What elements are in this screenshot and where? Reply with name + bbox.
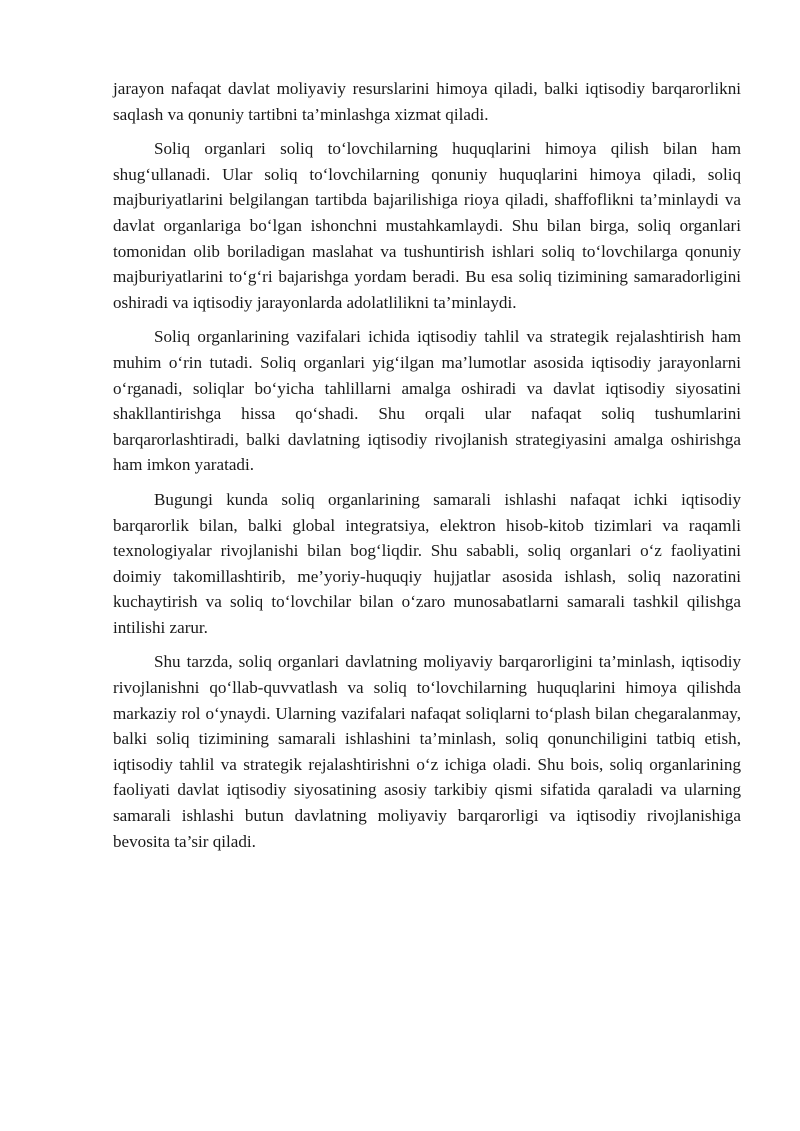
paragraph-economic-analysis: Soliq organlarining vazifalari ichida iqtisodiy tahlil va strategik rejalashtirish ham muhim o‘rin tutadi. Soliq organlari yig‘ilgan ma’lumotlar asosida iqtisodiy jarayonlarni o‘rganadi, soliqlar bo‘yicha tahlillarni amalga oshiradi va davlat iqtisodiy siyosatini shakllantirishga hissa qo‘shadi. Shu orqali ular nafaqat soliq tushumlarini barqarorlashtiradi, balki davlatning iqtisodiy rivojlanish strategiyasini amalga oshirishga ham imkon yaratadi.	[113, 327, 741, 475]
paragraph-modern-challenges: Bugungi kunda soliq organlarining samarali ishlashi nafaqat ichki iqtisodiy barqarorlik bilan, balki global integratsiya, elektron hisob-kitob tizimlari va raqamli texnologiyalar rivojlanishi bilan bog‘liqdir. Shu sababli, soliq organlari o‘z faoliyatini doimiy takomillashtirib, me’yoriy-huquqiy hujjatlar asosida ishlash, soliq nazoratini kuchaytirish va soliq to‘lovchilar bilan o‘zaro munosabatlarni samarali tashkil qilishga intilishi zarur.	[113, 489, 741, 637]
paragraph-continuation: jarayon nafaqat davlat moliyaviy resurslarini himoya qiladi, balki iqtisodiy barqarorlikni saqlash va qonuniy tartibni ta’minlashga xizmat qiladi.	[113, 79, 741, 124]
paragraph-conclusion: Shu tarzda, soliq organlari davlatning moliyaviy barqarorligini ta’minlash, iqtisodiy rivojlanishni qo‘llab-quvvatlash va soliq to‘lovchilarning huquqlarini himoya qilishda markaziy rol o‘ynaydi. Ularning vazifalari nafaqat soliqlarni to‘plash bilan chegaralanmay, balki soliq tizimining samarali ishlashini ta’minlash, soliq qonunchiligini tatbiq etish, iqtisodiy tahlil va strategik rejalashtirishni o‘z ichiga oladi. Shu bois, soliq organlarining faoliyati davlat iqtisodiy siyosatining asosiy tarkibiy qismi sifatida qaraladi va ularning samarali ishlashi butun davlatning moliyaviy barqarorligi va iqtisodiy rivojlanishiga bevosita ta’sir qiladi.	[113, 652, 741, 851]
document-body	[113, 76, 741, 854]
paragraph-taxpayer-rights: Soliq organlari soliq to‘lovchilarning huquqlarini himoya qilish bilan ham shug‘ullanadi. Ular soliq to‘lovchilarning qonuniy huquqlarini himoya qiladi, soliq majburiyatlarini belgilangan tartibda bajarilishiga rioya qiladi, shaffoflikni ta’minlaydi va davlat organlariga bo‘lgan ishonchni mustahkamlaydi. Shu bilan birga, soliq organlari tomonidan olib boriladigan maslahat va tushuntirish ishlari soliq to‘lovchilarga qonuniy majburiyatlarini to‘g‘ri bajarishga yordam beradi. Bu esa soliq tizimining samaradorligini oshiradi va iqtisodiy jarayonlarda adolatlilikni ta’minlaydi.	[113, 139, 741, 312]
